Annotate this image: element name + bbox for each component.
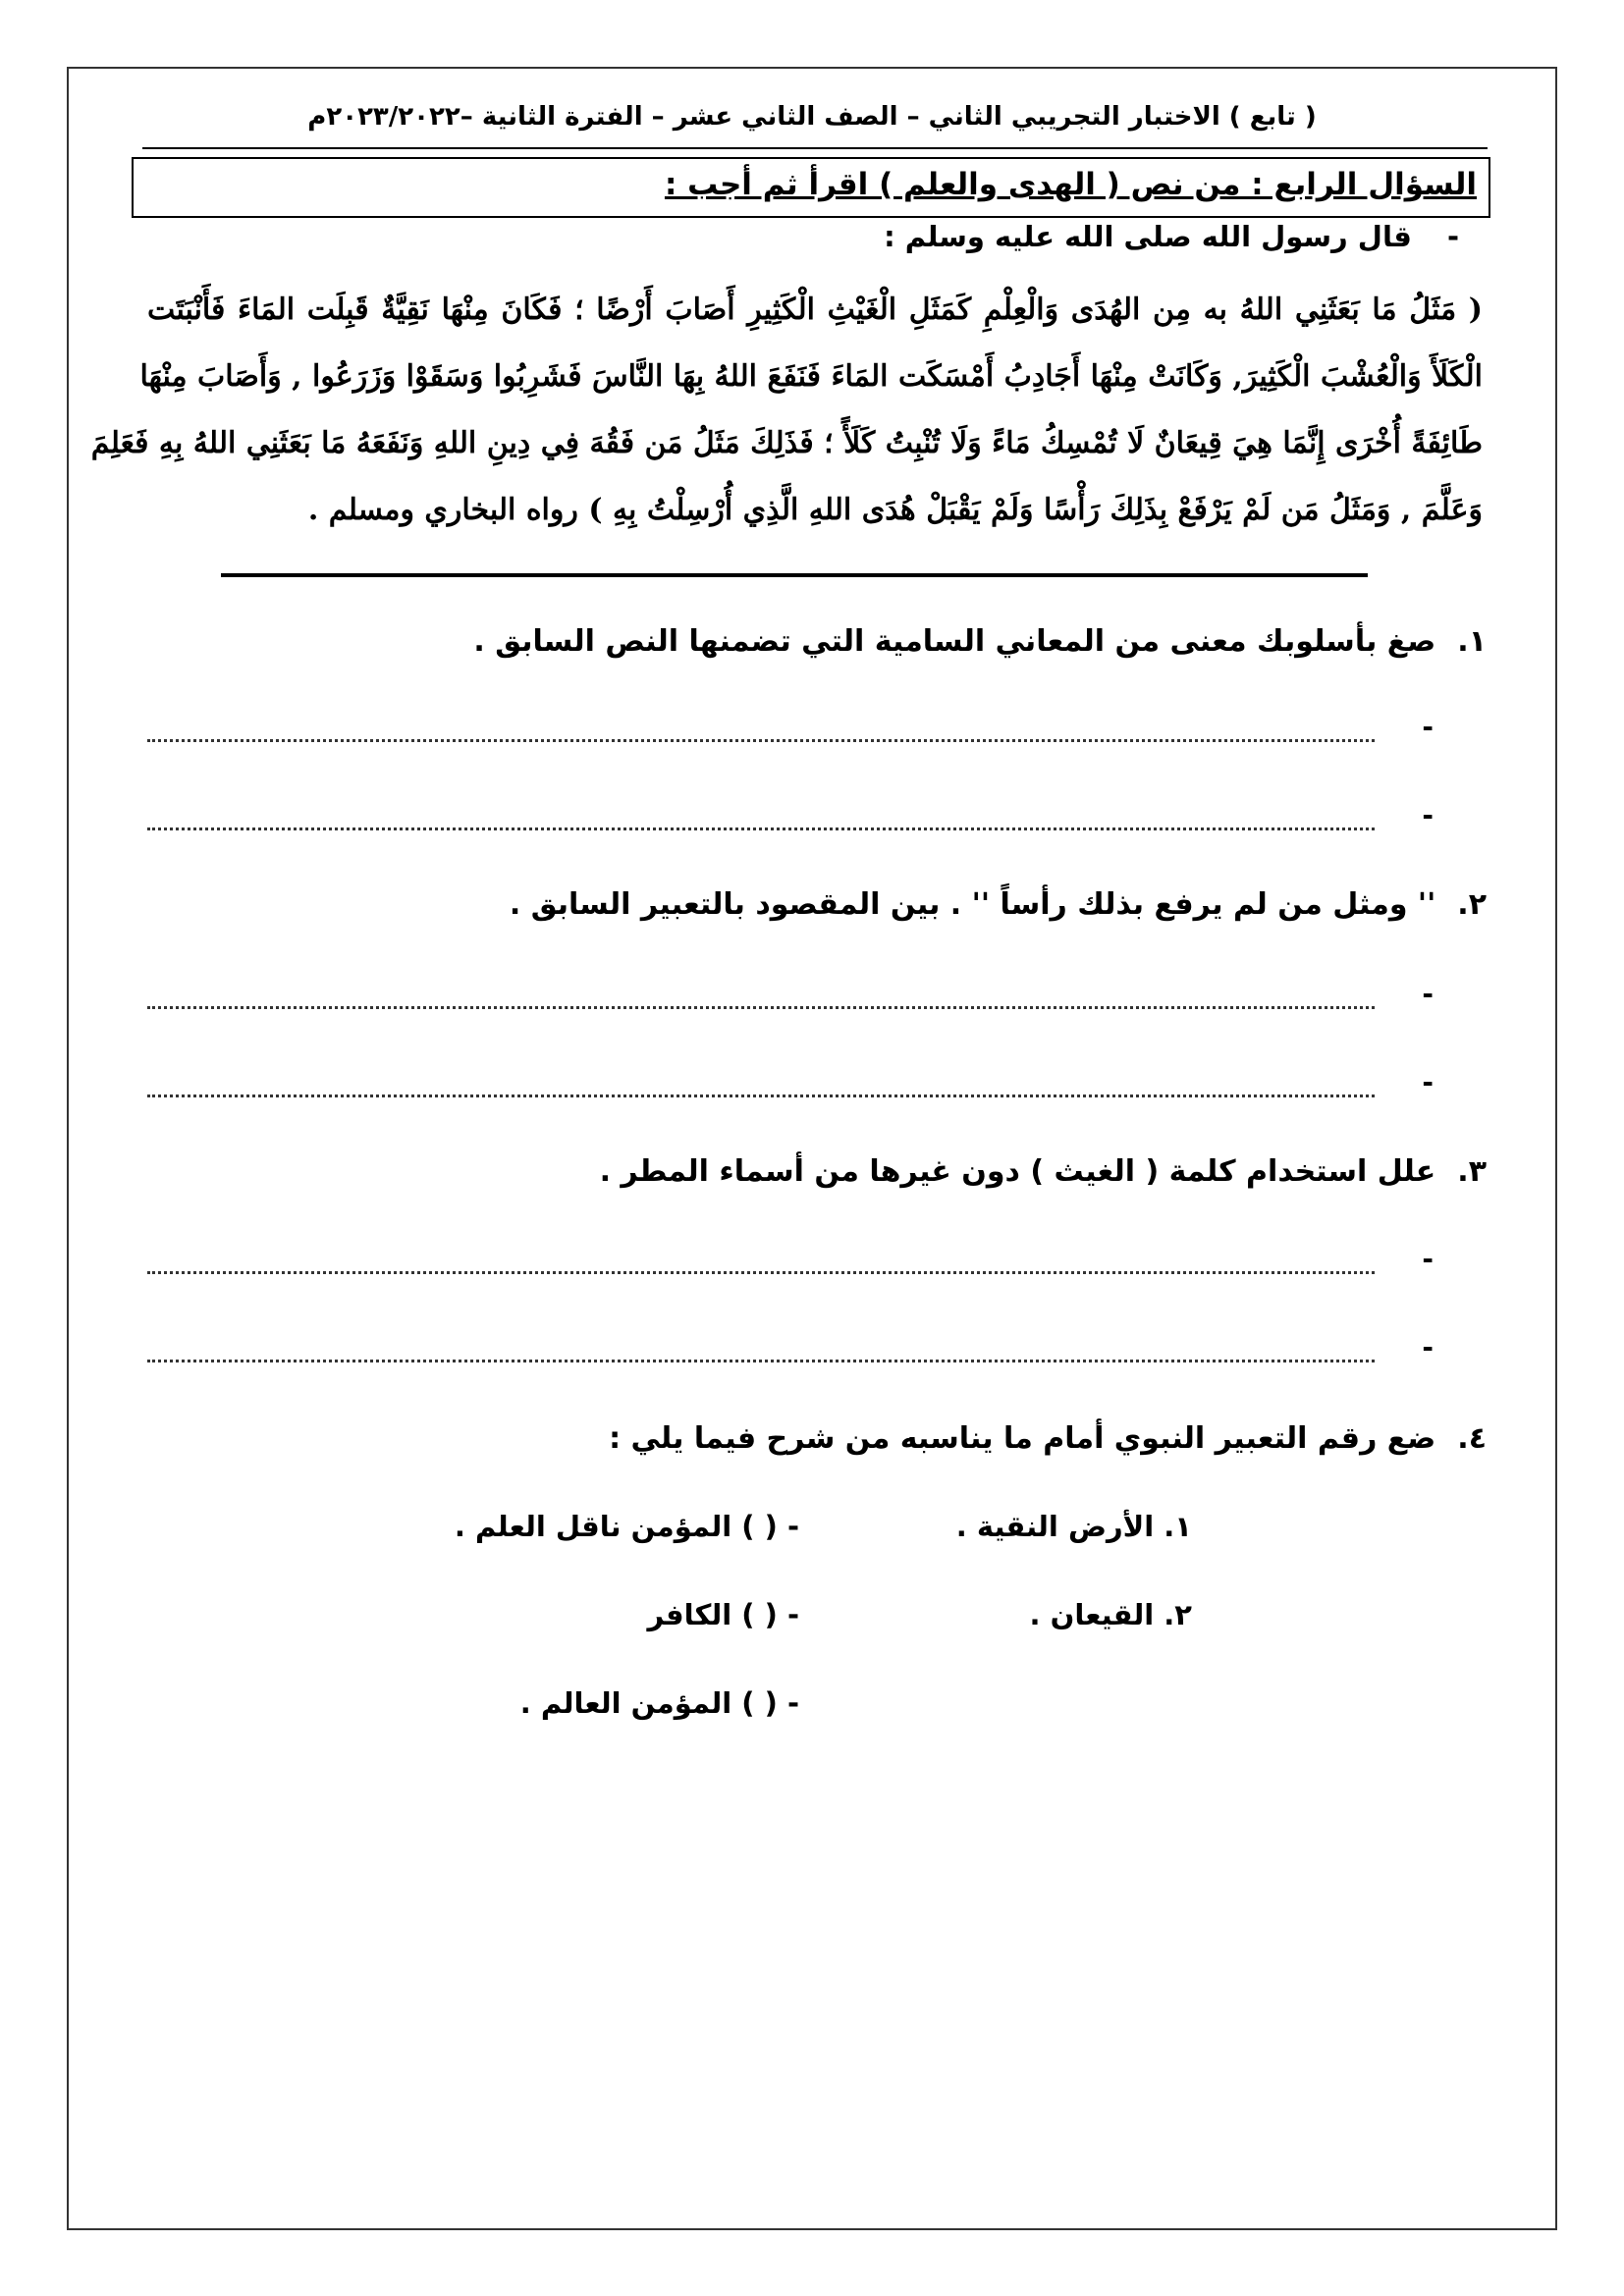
hadith-line: ( مَثَلُ مَا بَعَثَنِي اللهُ به مِن الهُدَى وَالْعِلْمِ كَمَثَلِ الْغَيْثِ الْكَثِيرِ أَصَابَ أَرْضًا ؛ فَكَانَ مِنْهَا نَقِيَّةٌ قَبِلَت المَاءَ فَأَنْبَتَت	[147, 293, 1483, 327]
question-text: ضع رقم التعبير النبوي أمام ما يناسبه من شرح فيما يلي :	[609, 1421, 1436, 1456]
question-1	[473, 624, 1487, 659]
question-text: '' ومثل من لم يرفع بذلك رأساً '' . بين المقصود بالتعبير السابق .	[509, 887, 1436, 922]
question-4	[609, 1421, 1487, 1456]
answer-dash: -	[1422, 1066, 1434, 1098]
dotted-line	[147, 1095, 1375, 1097]
exam-header: ( تابع ) الاختبار التجريبي الثاني – الصف الثاني عشر – الفترة الثانية –٢٠٢٣/٢٠٢٢م	[307, 102, 1317, 132]
question-text: علل استخدام كلمة ( الغيث ) دون غيرها من أسماء المطر .	[599, 1154, 1436, 1189]
question-title: السؤال الرابع : من نص ( الهدى والعلم ) اقرأ ثم أجب :	[664, 167, 1477, 202]
answer-dash: -	[1422, 1331, 1434, 1363]
section-separator	[221, 573, 1368, 577]
answer-line[interactable]	[147, 1243, 1434, 1282]
answer-line[interactable]	[147, 711, 1434, 750]
matching-definition-3[interactable]: - ( ) المؤمن العالم .	[519, 1686, 799, 1720]
matching-term-2: ٢. القيعان .	[1029, 1598, 1192, 1631]
hadith-line: طَائِفَةً أُخْرَى إِنَّمَا هِيَ قِيعَانٌ لَا تُمْسِكُ مَاءً وَلَا تُنْبِتُ كَلَأً ؛ فَذَلِكَ مَثَلُ مَن فَقُهَ فِي دِينِ اللهِ وَنَفَعَهُ مَا بَعَثَنِي اللهُ بِهِ فَعَلِمَ	[90, 426, 1483, 460]
answer-line[interactable]	[147, 1066, 1434, 1105]
answer-line[interactable]	[147, 978, 1434, 1017]
matching-definition-2[interactable]: - ( ) الكافر	[647, 1598, 799, 1631]
question-2	[510, 887, 1487, 922]
dotted-line	[147, 1360, 1375, 1362]
hadith-text	[90, 277, 1483, 544]
question-title-box	[132, 157, 1490, 218]
answer-line[interactable]	[147, 799, 1434, 838]
answer-dash: -	[1422, 978, 1434, 1010]
dotted-line	[147, 1006, 1375, 1009]
hadith-line: وَعَلَّمَ , وَمَثَلُ مَن لَمْ يَرْفَعْ بِذَلِكَ رَأْسًا وَلَمْ يَقْبَلْ هُدَى اللهِ الَّذِي أُرْسِلْتُ بِهِ ) رواه البخاري ومسلم .	[307, 493, 1483, 527]
matching-definition-1[interactable]: - ( ) المؤمن ناقل العلم .	[454, 1510, 799, 1543]
question-3	[600, 1154, 1487, 1189]
dotted-line	[147, 828, 1375, 830]
answer-dash: -	[1422, 711, 1434, 743]
hadith-line: الْكَلَأَ وَالْعُشْبَ الْكَثِيرَ, وَكَانَتْ مِنْهَا أَجَادِبُ أَمْسَكَت المَاءَ فَنَفَعَ اللهُ بِهَا النَّاسَ فَشَرِبُوا وَسَقَوْا وَزَرَعُوا , وَأَصَابَ مِنْهَا	[139, 359, 1483, 394]
answer-dash: -	[1422, 1243, 1434, 1275]
header-divider	[142, 147, 1488, 149]
answer-line[interactable]	[147, 1331, 1434, 1370]
question-number: ٤.	[1457, 1421, 1487, 1456]
dotted-line	[147, 739, 1375, 742]
answer-dash: -	[1422, 799, 1434, 831]
question-number: ٢.	[1457, 887, 1487, 922]
question-text: صغ بأسلوبك معنى من المعاني السامية التي تضمنها النص السابق .	[473, 624, 1436, 659]
intro-dash: -	[1446, 220, 1459, 253]
question-number: ١.	[1457, 624, 1487, 659]
intro-text: قال رسول الله صلى الله عليه وسلم :	[884, 220, 1412, 253]
matching-term-1: ١. الأرض النقية .	[955, 1510, 1192, 1543]
dotted-line	[147, 1271, 1375, 1274]
hadith-intro	[884, 220, 1459, 253]
question-number: ٣.	[1457, 1154, 1487, 1189]
